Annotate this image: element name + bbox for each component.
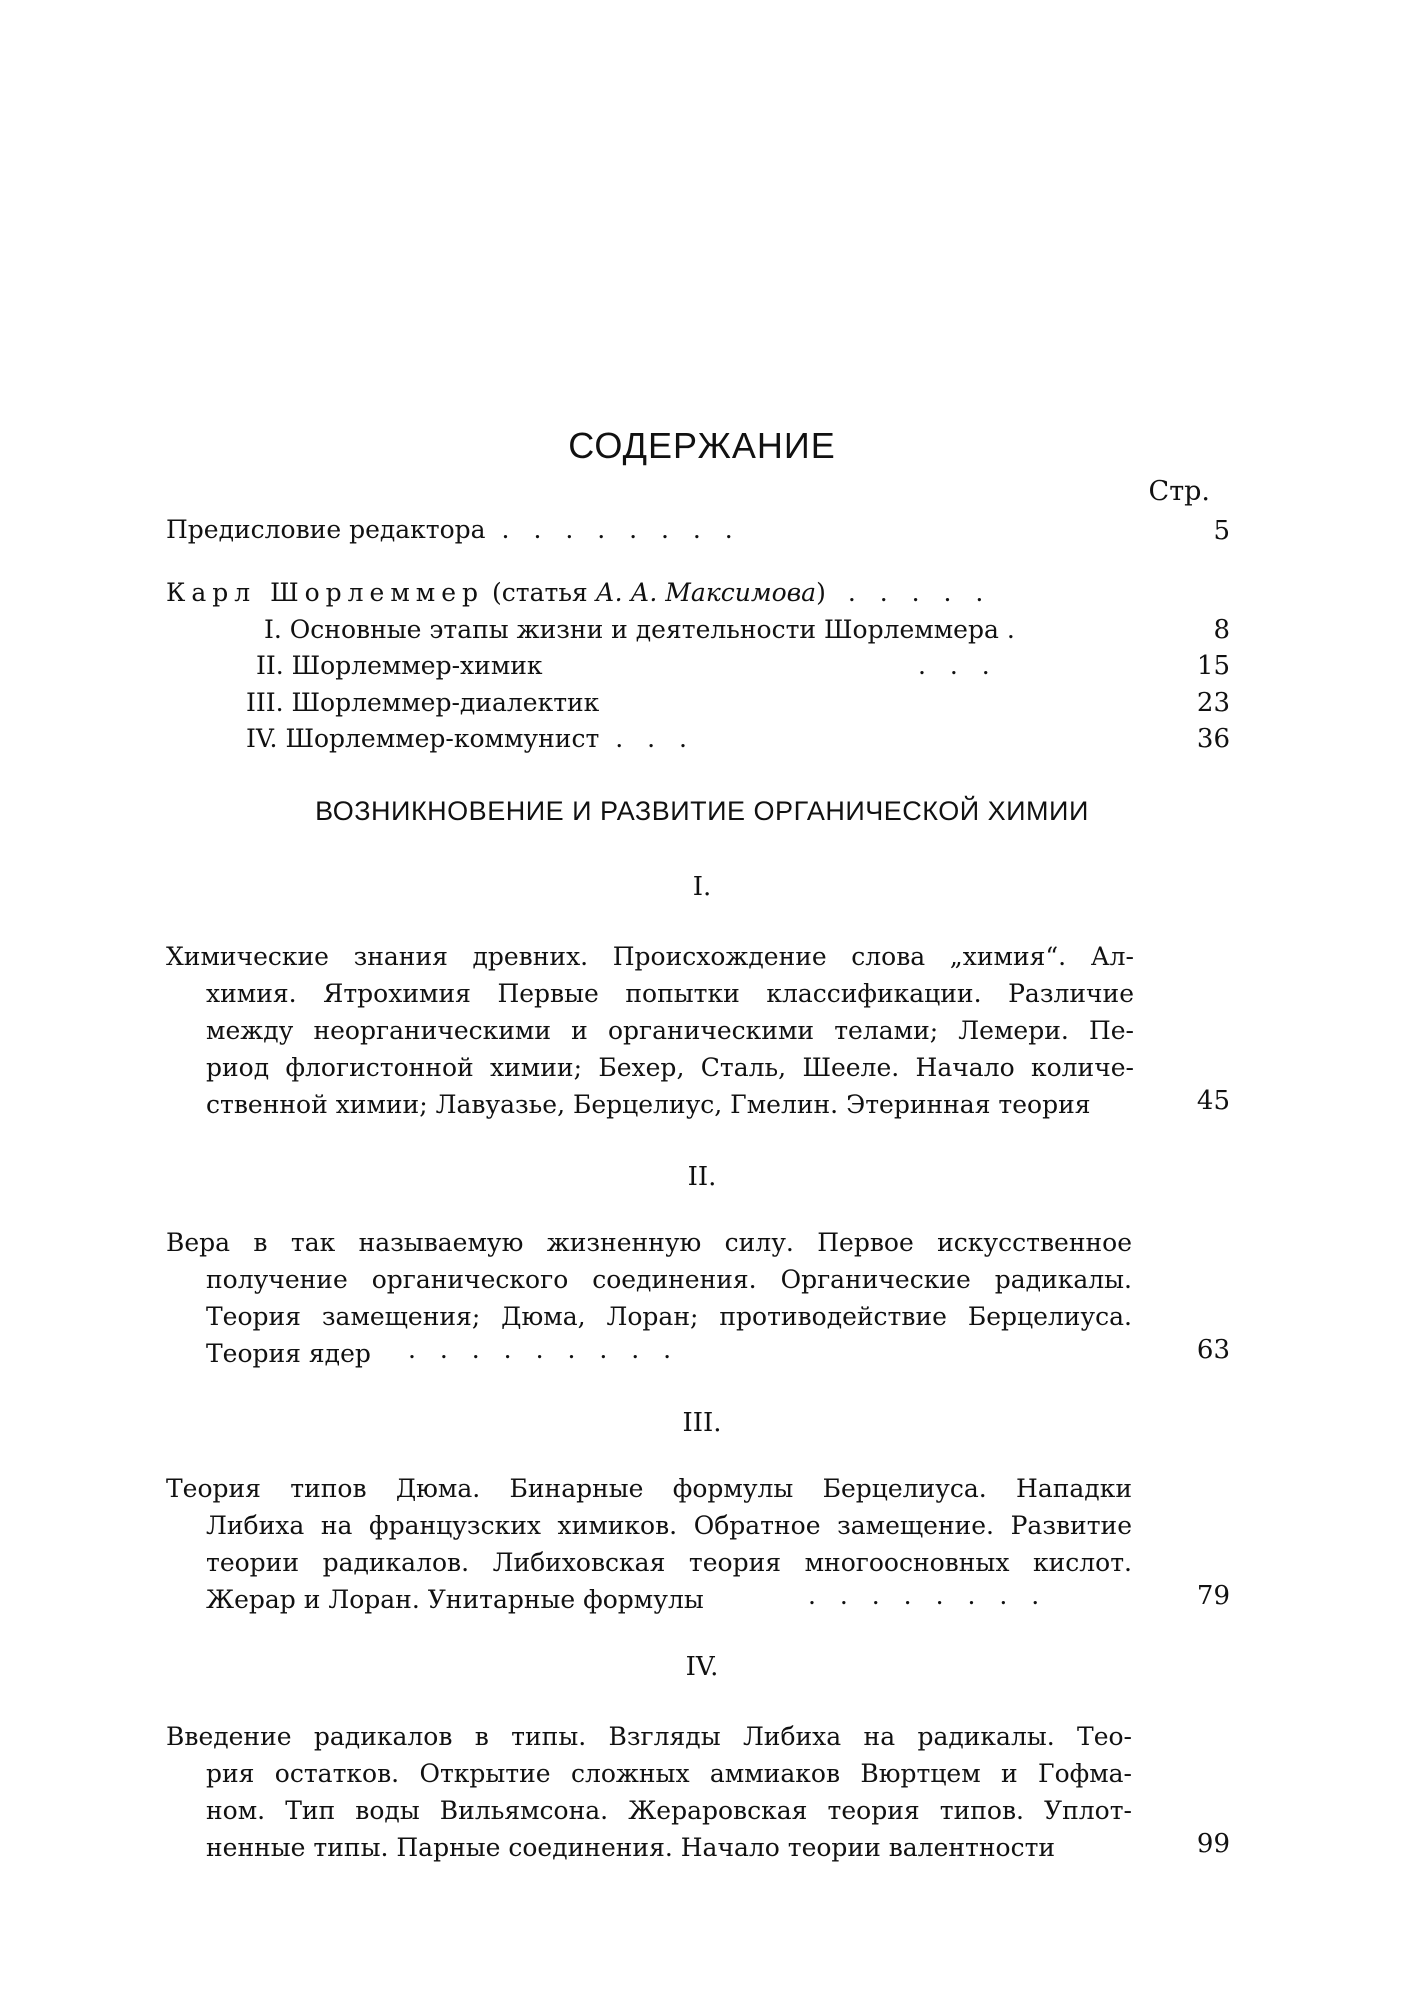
- toc-chapter: [246, 688, 599, 717]
- leader-dots: . . . . .: [847, 578, 992, 607]
- part-number: I.: [692, 872, 712, 902]
- description-line: ненные типы. Парные соединения. Начало теории валентности: [206, 1833, 1056, 1862]
- description-line: рия остатков. Открытие сложных аммиаков Вюртцем и Гофма-: [206, 1759, 1132, 1788]
- chapter-page: 15: [1196, 651, 1230, 681]
- toc-chapter: [256, 651, 543, 680]
- toc-entry-article: [166, 578, 991, 607]
- description-line: ственной химии; Лавуазье, Берцелиус, Гмелин. Этеринная теория: [206, 1090, 1091, 1119]
- description-line: получение органического соединения. Органические радикалы.: [206, 1265, 1132, 1294]
- leader-dots: . . . . . . . . .: [408, 1335, 680, 1364]
- section-heading: ВОЗНИКНОВЕНИЕ И РАЗВИТИЕ ОРГАНИЧЕСКОЙ ХИМИИ: [315, 796, 1089, 826]
- chapter-label: Шорлеммер-коммунист: [285, 724, 600, 753]
- article-author: Карл Шорлеммер: [166, 578, 485, 607]
- description-line: Либиха на французских химиков. Обратное замещение. Развитие: [206, 1511, 1132, 1540]
- part-page: 45: [1196, 1086, 1230, 1116]
- toc-chapter: [264, 615, 1015, 644]
- description-line: Теория типов Дюма. Бинарные формулы Берцелиуса. Нападки: [166, 1474, 1132, 1503]
- part-page: 99: [1196, 1829, 1230, 1859]
- page-column-label: Стр.: [1148, 476, 1210, 507]
- article-credit: А. А. Максимова: [595, 578, 817, 607]
- description-line: ном. Тип воды Вильямсона. Жераровская теория типов. Уплот-: [206, 1796, 1132, 1825]
- description-line: Теория ядер: [206, 1339, 371, 1368]
- description-line: риод флогистонной химии; Бехер, Сталь, Шееле. Начало количе-: [206, 1053, 1134, 1082]
- description-line: Жерар и Лоран. Унитарные формулы: [206, 1585, 704, 1614]
- article-paren-open: (статья: [492, 578, 596, 607]
- description-line: Теория замещения; Дюма, Лоран; противодействие Берцелиуса.: [206, 1302, 1132, 1331]
- chapter-page: 8: [1213, 615, 1230, 645]
- description-line: Введение радикалов в типы. Взгляды Либиха на радикалы. Тео-: [166, 1722, 1132, 1751]
- description-line: теории радикалов. Либиховская теория многоосновных кислот.: [206, 1548, 1132, 1577]
- toc-chapter: [246, 724, 695, 753]
- part-description: [166, 1718, 1132, 1866]
- chapter-number: IV.: [246, 724, 278, 753]
- page-title: СОДЕРЖАНИЕ: [568, 425, 836, 466]
- chapter-page: 36: [1196, 724, 1230, 754]
- chapter-label: Основные этапы жизни и деятельности Шорлеммера: [289, 615, 999, 644]
- leader-dots: . . .: [615, 724, 695, 753]
- toc-entry-preface: [166, 515, 741, 544]
- article-paren-close: ): [816, 578, 826, 607]
- part-page: 79: [1196, 1581, 1230, 1611]
- chapter-label: Шорлеммер-химик: [291, 651, 543, 680]
- chapter-number: III.: [246, 688, 284, 717]
- description-line: химия. Ятрохимия Первые попытки классификации. Различие: [206, 979, 1134, 1008]
- chapter-number: II.: [256, 651, 284, 680]
- leader-dots: . . .: [918, 651, 998, 680]
- leader-dots: . . . . . . . .: [501, 515, 741, 544]
- chapter-number: I.: [264, 615, 282, 644]
- description-line: между неорганическими и органическими телами; Лемери. Пе-: [206, 1016, 1134, 1045]
- leader-dots: . . . . . . . .: [808, 1581, 1048, 1610]
- part-number: IV.: [685, 1652, 719, 1682]
- description-line: Вера в так называемую жизненную силу. Первое искусственное: [166, 1228, 1132, 1257]
- part-description: [166, 938, 1134, 1123]
- part-number: II.: [687, 1162, 717, 1192]
- chapter-page: 23: [1196, 688, 1230, 718]
- chapter-label: Шорлеммер-диалектик: [291, 688, 600, 717]
- toc-entry-label: Предисловие редактора: [166, 515, 486, 544]
- description-line: Химические знания древних. Происхождение слова „химия“. Ал-: [166, 942, 1134, 971]
- toc-entry-page: 5: [1213, 516, 1230, 546]
- part-number: III.: [682, 1408, 722, 1438]
- part-page: 63: [1196, 1335, 1230, 1365]
- leader-dots: .: [1006, 615, 1015, 644]
